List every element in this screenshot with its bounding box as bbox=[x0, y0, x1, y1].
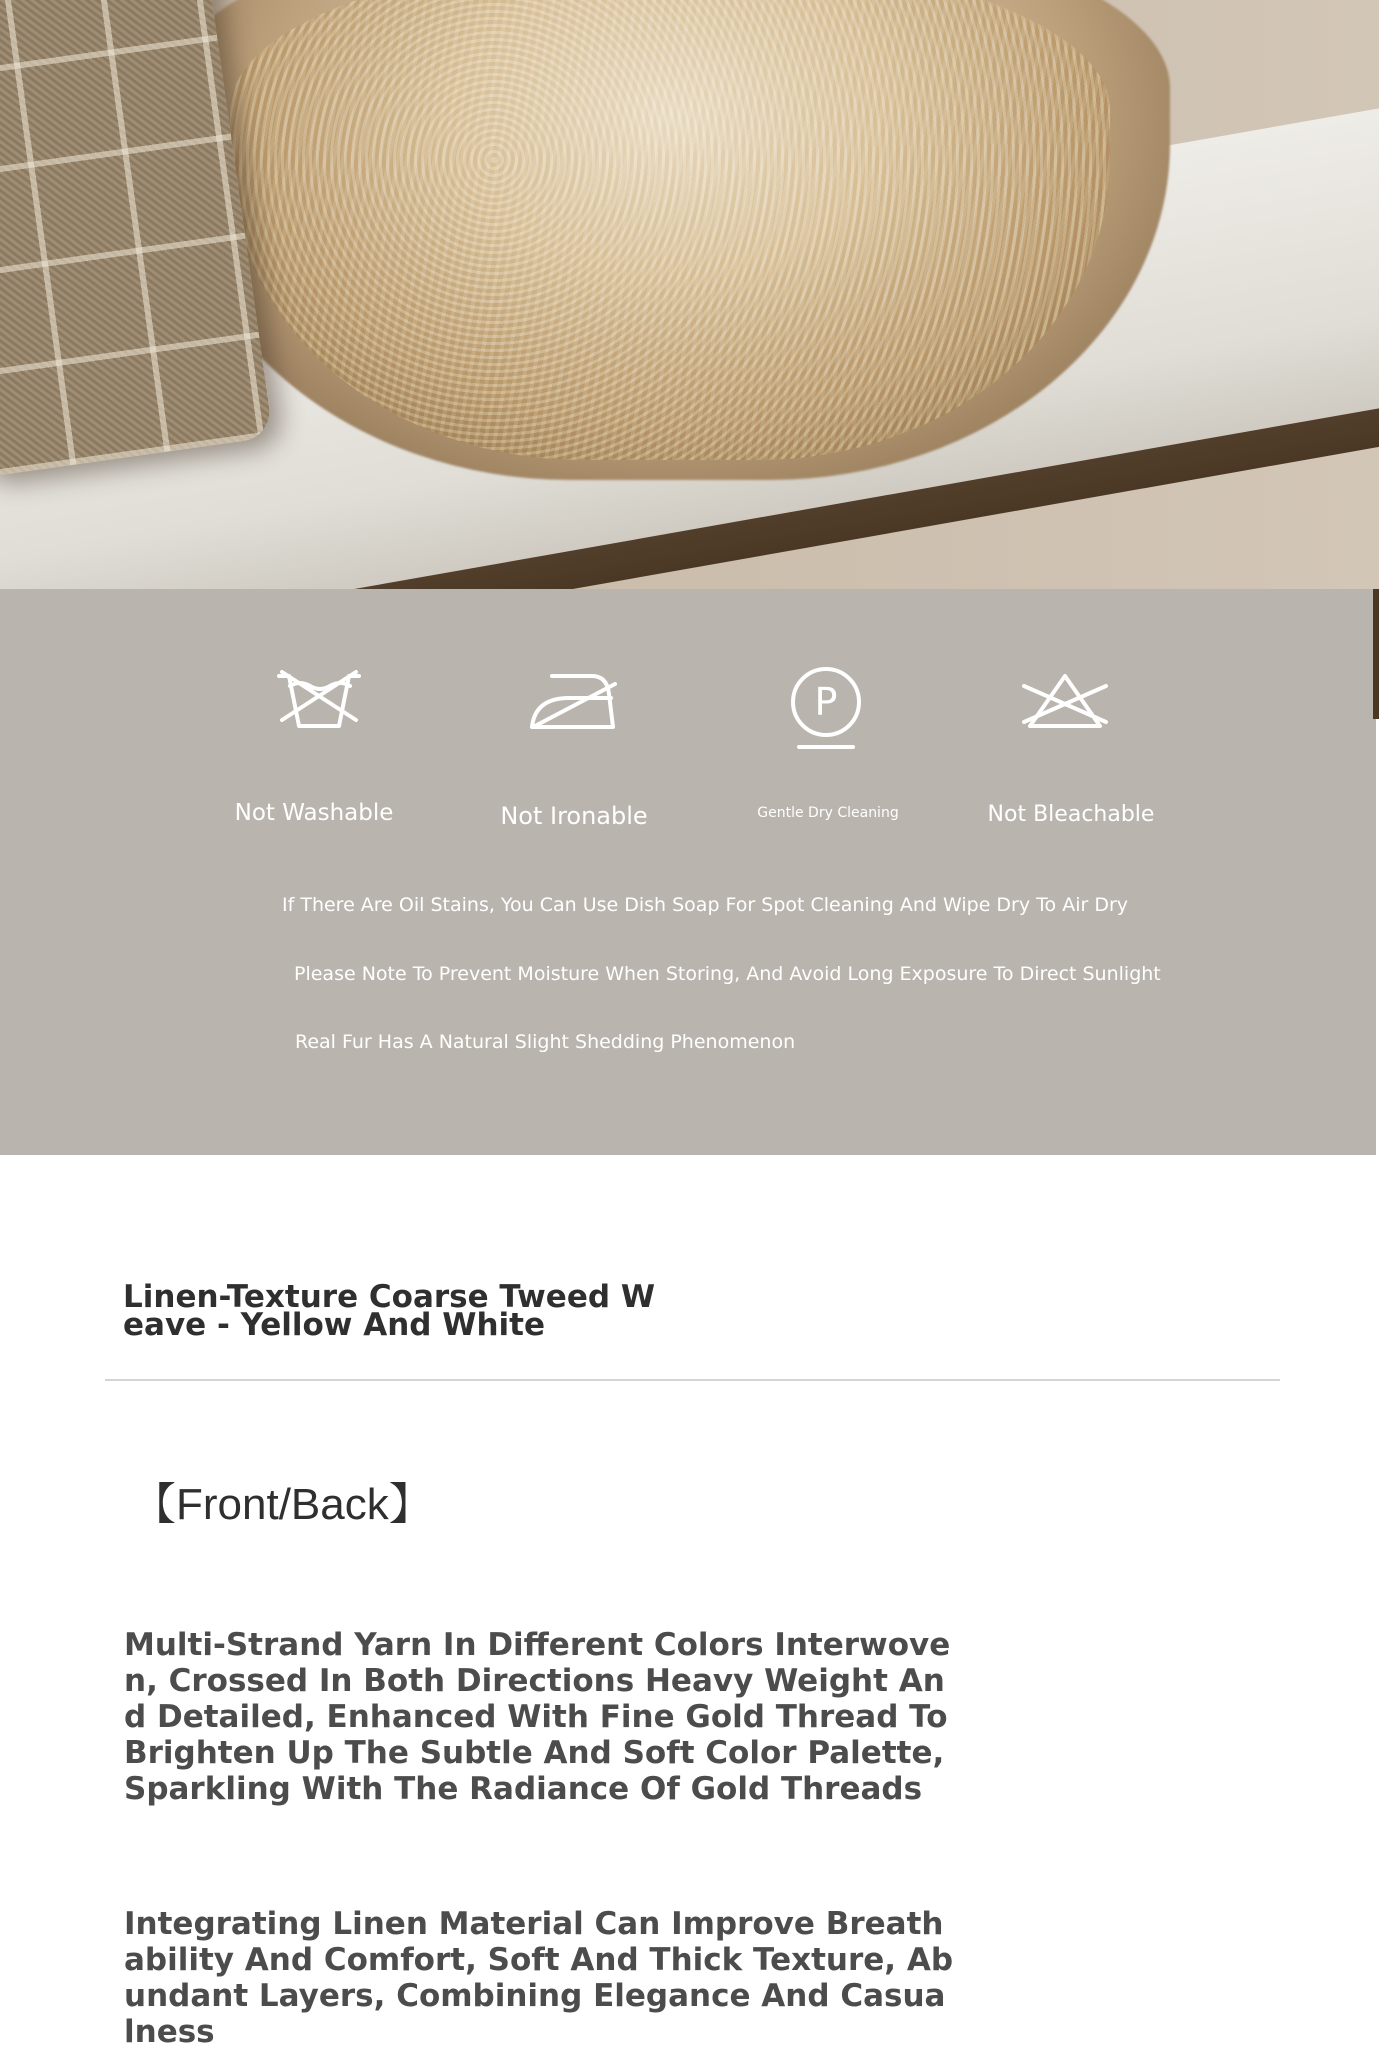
hero-product-photo bbox=[0, 0, 1379, 589]
photo-edge-strip bbox=[1373, 589, 1379, 719]
product-title: Linen-Texture Coarse Tweed Weave - Yellow And White bbox=[123, 1279, 656, 1343]
not-washable-icon bbox=[274, 664, 364, 754]
description-paragraph-yarn: Multi-Strand Yarn In Different Colors Interwoven, Crossed In Both Directions Heavy Weight And Detailed, Enhanced With Fine Gold Thread To Brighten Up The Subtle And Soft Color Palette, Sparkling With The Radiance Of Gold Threads bbox=[124, 1627, 951, 1807]
care-label-not-washable: Not Washable bbox=[234, 800, 394, 826]
care-label-not-bleachable: Not Bleachable bbox=[987, 802, 1155, 827]
section-heading-front-back: 【Front/Back】 bbox=[132, 1480, 433, 1529]
title-divider bbox=[105, 1379, 1280, 1381]
description-paragraph-linen: Integrating Linen Material Can Improve Breathability And Comfort, Soft And Thick Texture, Abundant Layers, Combining Elegance And Casualness bbox=[124, 1906, 954, 2050]
care-note-oil-stains: If There Are Oil Stains, You Can Use Dish Soap For Spot Cleaning And Wipe Dry To Air Dry bbox=[282, 894, 1129, 916]
not-ironable-icon bbox=[527, 664, 617, 754]
dry-clean-p-icon bbox=[781, 664, 871, 754]
care-note-moisture: Please Note To Prevent Moisture When Storing, And Avoid Long Exposure To Direct Sunlight bbox=[294, 963, 1161, 985]
care-note-shedding: Real Fur Has A Natural Slight Shedding Phenomenon bbox=[295, 1031, 796, 1053]
care-label-not-ironable: Not Ironable bbox=[500, 802, 648, 830]
svg-text:P: P bbox=[814, 680, 838, 724]
care-instructions-panel bbox=[0, 589, 1376, 1155]
not-bleachable-icon bbox=[1020, 664, 1110, 754]
fur-texture bbox=[230, 0, 1110, 460]
care-label-dry-cleaning: Gentle Dry Cleaning bbox=[757, 805, 899, 821]
